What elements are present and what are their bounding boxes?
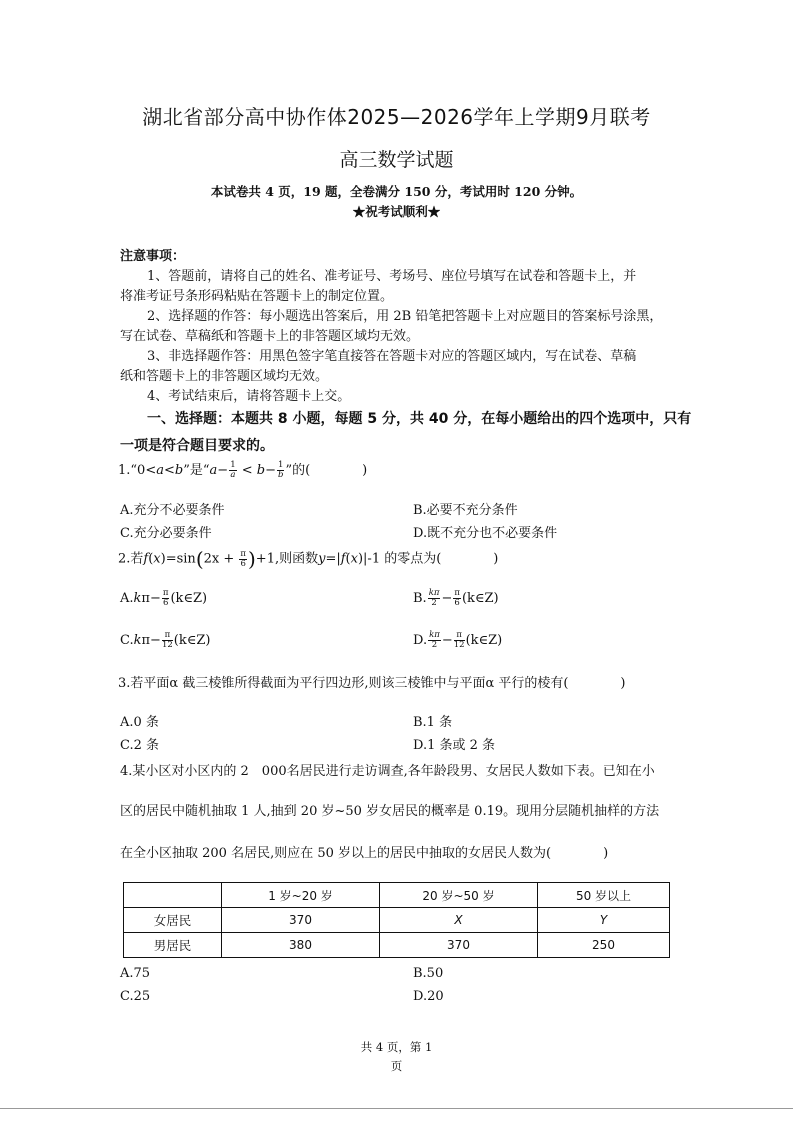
question-4-option-d: D.20	[413, 989, 444, 1004]
note-4: 4、考试结束后，请将答题卡上交。	[147, 389, 351, 404]
exam-info: 本试卷共 4 页，19 题，全卷满分 150 分，考试用时 120 分钟。	[210, 184, 583, 199]
question-3-option-a: A.0 条	[120, 715, 159, 730]
notes-heading: 注意事项：	[120, 249, 186, 264]
note-3-line-1: 3、非选择题作答：用黑色签字笔直接答在答题卡对应的答题区域内，写在试卷、草稿	[147, 349, 637, 364]
table-header-cell: 20 岁~50 岁	[380, 883, 538, 908]
question-3-option-b: B.1 条	[413, 715, 453, 730]
table-row-label: 女居民	[124, 908, 222, 933]
table-header-cell	[124, 883, 222, 908]
table-cell: Y	[538, 908, 670, 933]
question-4-line-3: 在全小区抽取 200 名居民,则应在 50 岁以上的居民中抽取的女居民人数为( )	[120, 846, 609, 861]
question-4-line-2: 区的居民中随机抽取 1 人,抽到 20 岁~50 岁女居民的概率是 0.19。现用分层随机抽样的方法	[120, 804, 660, 819]
note-1-line-1: 1、答题前，请将自己的姓名、准考证号、考场号、座位号填写在试卷和答题卡上，并	[147, 269, 637, 284]
table-header-cell: 50 岁以上	[538, 883, 670, 908]
page-footer-line-2: 页	[390, 1059, 403, 1073]
population-table	[123, 882, 670, 958]
note-1-line-2: 将准考证号条形码粘贴在答题卡上的制定位置。	[120, 289, 394, 304]
question-4-option-a: A.75	[120, 966, 151, 981]
question-4-option-b: B.50	[413, 966, 444, 981]
note-3-line-2: 纸和答题卡上的非答题区域均无效。	[120, 369, 329, 384]
question-1-option-c: C.充分必要条件	[120, 526, 212, 541]
section-1-line-1: 一、选择题：本题共 8 小题，每题 5 分，共 40 分，在每小题给出的四个选项中，只有	[147, 411, 692, 427]
question-2-stem: 2.若f(x)=sin(2x + $\frac{\pi}{6}$ )+1,则函数y=|f(x)|-1 的零点为( )	[118, 547, 499, 571]
table-cell: 250	[538, 933, 670, 958]
note-2-line-1: 2、选择题的作答：每小题选出答案后，用 2B 铅笔把答题卡上对应题目的答案标号涂黑，	[147, 309, 663, 324]
page-footer-line-1: 共 4 页，第 1	[360, 1040, 433, 1054]
page-bottom-rule	[0, 1108, 793, 1109]
note-2-line-2: 写在试卷、草稿纸和答题卡上的非答题区域均无效。	[120, 329, 420, 344]
exam-subtitle: 高三数学试题	[339, 149, 454, 171]
question-1-option-a: A.充分不必要条件	[120, 503, 225, 518]
table-cell: 380	[222, 933, 380, 958]
question-3-stem: 3.若平面α 截三棱锥所得截面为平行四边形,则该三棱锥中与平面α 平行的棱有( )	[118, 676, 626, 691]
table-cell: 370	[380, 933, 538, 958]
table-row	[124, 933, 670, 958]
table-cell: X	[380, 908, 538, 933]
table-row-label: 男居民	[124, 933, 222, 958]
question-4-line-1: 4.某小区对小区内的 2 000名居民进行走访调查,各年龄段男、女居民人数如下表。已知在小	[120, 764, 655, 779]
question-3-option-c: C.2 条	[120, 738, 160, 753]
question-1-option-d: D.既不充分也不必要条件	[413, 526, 558, 541]
question-4-option-c: C.25	[120, 989, 151, 1004]
question-1-stem: 1.“0<a<b”是“a− $\frac{1}{a}$ < b− $\frac{1}{b}$ ”的( )	[118, 460, 368, 480]
table-cell: 370	[222, 908, 380, 933]
exam-title: 湖北省部分高中协作体2025—2026学年上学期9月联考	[142, 105, 651, 129]
table-header-cell: 1 岁~20 岁	[222, 883, 380, 908]
question-2-option-b: B. $\frac{k\pi}{2}$ − $\frac{\pi}{6}$ (k∈Z)	[413, 588, 499, 608]
question-2-option-c: C.kπ− $\frac{\pi}{12}$ (k∈Z)	[120, 630, 211, 650]
question-1-option-b: B.必要不充分条件	[413, 503, 518, 518]
table-header-row	[124, 883, 670, 908]
table-row	[124, 908, 670, 933]
section-1-line-2: 一项是符合题目要求的。	[120, 438, 274, 454]
question-2-option-d: D. $\frac{k\pi}{2}$ − $\frac{\pi}{12}$ (k∈Z)	[413, 630, 503, 650]
exam-wish: ★祝考试顺利★	[352, 204, 441, 219]
question-3-option-d: D.1 条或 2 条	[413, 738, 496, 753]
question-2-option-a: A.kπ− $\frac{\pi}{6}$ (k∈Z)	[120, 588, 208, 608]
